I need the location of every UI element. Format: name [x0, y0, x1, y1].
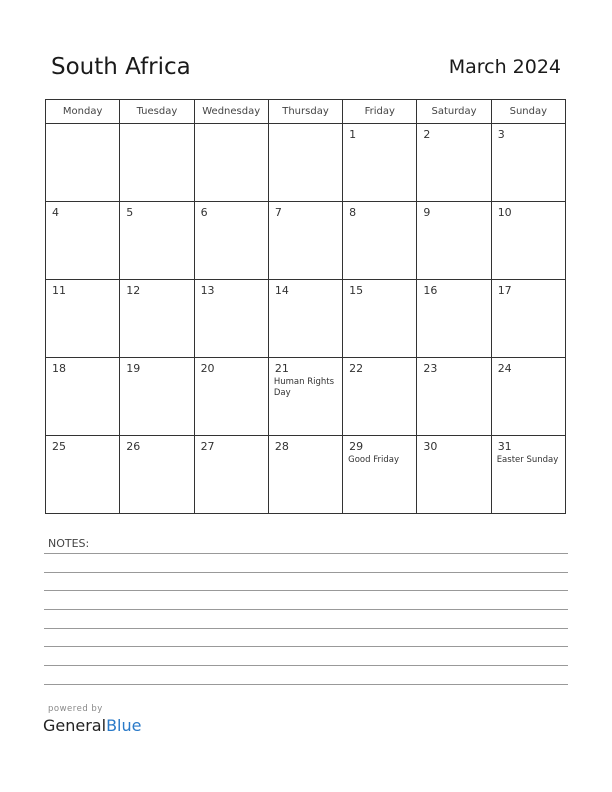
- day-number: 18: [52, 362, 66, 375]
- generalblue-logo[interactable]: [43, 716, 141, 735]
- month-title: March 2024: [448, 56, 561, 78]
- day-cell: [120, 280, 194, 358]
- day-cell: [491, 358, 565, 436]
- powered-by-text: powered by: [48, 704, 103, 714]
- day-cell: [417, 202, 491, 280]
- day-cell: [417, 358, 491, 436]
- day-number: 16: [423, 284, 438, 297]
- day-number: 10: [497, 206, 512, 219]
- day-cell: [491, 436, 565, 514]
- day-number: 2: [423, 128, 431, 141]
- day-number: 9: [423, 206, 431, 219]
- day-number: 19: [126, 362, 141, 375]
- day-cell: [46, 436, 120, 514]
- empty-day-cell: [120, 124, 194, 202]
- day-number: [195, 124, 268, 129]
- day-cell: [491, 124, 565, 202]
- note-line: [44, 646, 568, 647]
- day-cell: [343, 358, 417, 436]
- day-number: 27: [200, 440, 215, 453]
- day-cell: [343, 202, 417, 280]
- day-number: 14: [274, 284, 289, 297]
- day-number: 12: [126, 284, 141, 297]
- day-cell: [194, 280, 268, 358]
- day-cell: [46, 202, 120, 280]
- notes-label: NOTES:: [48, 537, 90, 550]
- day-cell: [194, 358, 268, 436]
- weekday-friday: Friday: [343, 100, 417, 124]
- day-cell: [491, 280, 565, 358]
- brand-blue: Blue: [106, 716, 142, 735]
- weekday-monday: Monday: [46, 100, 120, 124]
- day-number: 29: [349, 440, 364, 453]
- brand-general: General: [43, 716, 107, 735]
- day-number: 23: [423, 362, 438, 375]
- week-row: [46, 436, 566, 514]
- note-line: [44, 665, 568, 666]
- day-cell: [120, 436, 194, 514]
- day-cell: [194, 202, 268, 280]
- note-line: [44, 590, 568, 591]
- calendar-grid: [45, 99, 566, 514]
- day-cell: [343, 436, 417, 514]
- day-number: 7: [274, 206, 282, 219]
- day-number: 1: [349, 128, 357, 141]
- day-number: 31: [497, 440, 512, 453]
- weekday-wednesday: Wednesday: [194, 100, 268, 124]
- day-number: 11: [52, 284, 66, 297]
- note-line: [44, 609, 568, 610]
- day-cell: [417, 280, 491, 358]
- empty-day-cell: [268, 124, 342, 202]
- weekday-thursday: Thursday: [268, 100, 342, 124]
- day-cell: [417, 124, 491, 202]
- day-number: 13: [200, 284, 215, 297]
- day-number: 21: [274, 362, 289, 375]
- day-number: 15: [349, 284, 364, 297]
- day-cell: [120, 202, 194, 280]
- day-number: 20: [200, 362, 215, 375]
- day-number: 6: [200, 206, 208, 219]
- day-cell: [491, 202, 565, 280]
- holiday-label: Good Friday: [348, 455, 399, 465]
- note-line: [44, 572, 568, 573]
- day-number: 28: [274, 440, 289, 453]
- day-number: [120, 124, 193, 129]
- day-number: 5: [126, 206, 134, 219]
- day-cell: [417, 436, 491, 514]
- day-number: [269, 124, 342, 129]
- empty-day-cell: [194, 124, 268, 202]
- day-number: 4: [52, 206, 59, 219]
- holiday-label: Easter Sunday: [496, 455, 559, 465]
- note-line: [44, 684, 568, 685]
- day-cell: [194, 436, 268, 514]
- country-title: South Africa: [51, 54, 191, 80]
- day-number: 25: [52, 440, 66, 453]
- day-cell: [343, 280, 417, 358]
- day-number: 22: [349, 362, 364, 375]
- day-cell: [268, 280, 342, 358]
- day-number: 17: [497, 284, 512, 297]
- weekday-header-row: [46, 100, 566, 124]
- day-number: 30: [423, 440, 438, 453]
- week-row: [46, 124, 566, 202]
- week-row: [46, 358, 566, 436]
- day-cell: [268, 358, 342, 436]
- weekday-tuesday: Tuesday: [120, 100, 194, 124]
- weekday-sunday: Sunday: [491, 100, 565, 124]
- day-number: 26: [126, 440, 141, 453]
- empty-day-cell: [46, 124, 120, 202]
- day-number: 3: [497, 128, 505, 141]
- day-cell: [46, 358, 120, 436]
- note-line: [44, 553, 568, 554]
- day-cell: [268, 436, 342, 514]
- day-cell: [343, 124, 417, 202]
- holiday-label: Human Rights Day: [273, 377, 335, 398]
- day-cell: [268, 202, 342, 280]
- day-number: 24: [497, 362, 512, 375]
- day-number: [46, 124, 119, 129]
- week-row: [46, 202, 566, 280]
- day-cell: [46, 280, 120, 358]
- week-row: [46, 280, 566, 358]
- day-number: 8: [349, 206, 357, 219]
- note-line: [44, 628, 568, 629]
- weekday-saturday: Saturday: [417, 100, 491, 124]
- day-cell: [120, 358, 194, 436]
